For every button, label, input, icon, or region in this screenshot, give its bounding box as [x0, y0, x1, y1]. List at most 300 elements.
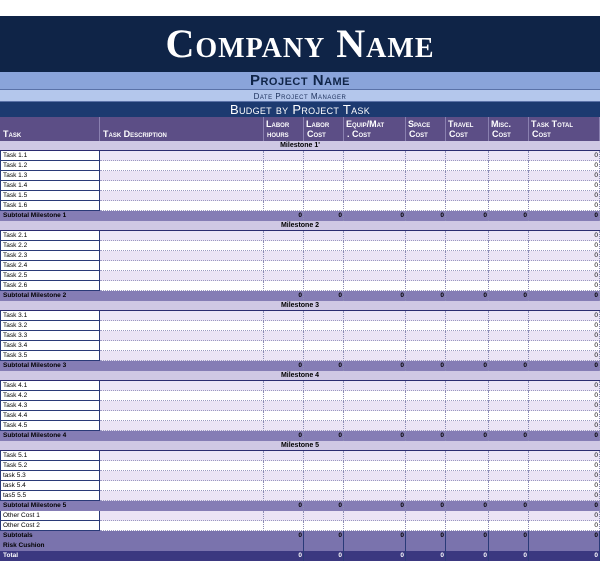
cell-total[interactable]: 0: [529, 421, 600, 431]
cell-equip[interactable]: [344, 351, 406, 361]
cell-labor_cost[interactable]: [304, 311, 344, 321]
cell-total[interactable]: 0: [529, 491, 600, 501]
task-name-cell[interactable]: Task 2.3: [0, 251, 100, 261]
task-description-cell[interactable]: [100, 321, 264, 331]
cell-travel[interactable]: [446, 341, 489, 351]
task-name-cell[interactable]: tas5 5.5: [0, 491, 100, 501]
cell-equip[interactable]: [344, 391, 406, 401]
cell-labor_cost[interactable]: [304, 331, 344, 341]
cell-labor_cost[interactable]: [304, 401, 344, 411]
cell-equip[interactable]: [344, 171, 406, 181]
cell-labor_cost[interactable]: [304, 191, 344, 201]
cell-total[interactable]: 0: [529, 341, 600, 351]
cell-space[interactable]: [406, 231, 446, 241]
cell-labor_hours[interactable]: [264, 171, 304, 181]
task-name-cell[interactable]: Task 1.4: [0, 181, 100, 191]
cell-travel[interactable]: 0: [446, 361, 489, 371]
cell-labor_cost[interactable]: [304, 491, 344, 501]
cell-equip[interactable]: 0: [344, 431, 406, 441]
cell-travel[interactable]: [446, 251, 489, 261]
cell-misc[interactable]: [489, 331, 529, 341]
cell-travel[interactable]: [446, 391, 489, 401]
cell-total[interactable]: [529, 541, 600, 551]
cell-labor_cost[interactable]: [304, 391, 344, 401]
cell-labor_hours[interactable]: [264, 421, 304, 431]
cell-equip[interactable]: [344, 251, 406, 261]
task-name-cell[interactable]: Task 5.2: [0, 461, 100, 471]
cell-space[interactable]: [406, 321, 446, 331]
cell-labor_hours[interactable]: 0: [264, 291, 304, 301]
cell-space[interactable]: [406, 181, 446, 191]
task-description-cell[interactable]: [100, 161, 264, 171]
cell-total[interactable]: 0: [529, 511, 600, 521]
cell-travel[interactable]: [446, 481, 489, 491]
cell-total[interactable]: 0: [529, 331, 600, 341]
cell-space[interactable]: [406, 331, 446, 341]
cell-labor_cost[interactable]: 0: [304, 531, 344, 541]
cell-total[interactable]: 0: [529, 381, 600, 391]
cell-labor_cost[interactable]: [304, 461, 344, 471]
cell-labor_cost[interactable]: [304, 281, 344, 291]
cell-travel[interactable]: [446, 261, 489, 271]
cell-labor_hours[interactable]: [264, 191, 304, 201]
cell-misc[interactable]: [489, 521, 529, 531]
task-name-cell[interactable]: Task 1.5: [0, 191, 100, 201]
cell-travel[interactable]: [446, 411, 489, 421]
cell-labor_cost[interactable]: [304, 381, 344, 391]
cell-equip[interactable]: [344, 491, 406, 501]
cell-total[interactable]: 0: [529, 451, 600, 461]
task-description-cell[interactable]: [100, 151, 264, 161]
cell-total[interactable]: 0: [529, 191, 600, 201]
task-description-cell[interactable]: [100, 411, 264, 421]
cell-labor_hours[interactable]: 0: [264, 361, 304, 371]
cell-travel[interactable]: 0: [446, 531, 489, 541]
cell-equip[interactable]: [344, 161, 406, 171]
task-description-cell[interactable]: [100, 421, 264, 431]
cell-total[interactable]: 0: [529, 291, 600, 301]
task-description-cell[interactable]: [100, 201, 264, 211]
cell-equip[interactable]: [344, 471, 406, 481]
cell-labor_cost[interactable]: [304, 451, 344, 461]
cell-total[interactable]: 0: [529, 551, 600, 561]
task-description-cell[interactable]: [100, 251, 264, 261]
cell-total[interactable]: 0: [529, 261, 600, 271]
cell-travel[interactable]: [446, 191, 489, 201]
cell-space[interactable]: 0: [406, 211, 446, 221]
cell-travel[interactable]: [446, 401, 489, 411]
cell-labor_hours[interactable]: [264, 511, 304, 521]
cell-labor_cost[interactable]: [304, 271, 344, 281]
cell-total[interactable]: 0: [529, 231, 600, 241]
cell-labor_hours[interactable]: [264, 241, 304, 251]
cell-labor_hours[interactable]: [264, 341, 304, 351]
cell-misc[interactable]: [489, 321, 529, 331]
cell-misc[interactable]: [489, 181, 529, 191]
task-name-cell[interactable]: Task 5.1: [0, 451, 100, 461]
cell-total[interactable]: 0: [529, 201, 600, 211]
cell-travel[interactable]: [446, 311, 489, 321]
cell-labor_hours[interactable]: [264, 321, 304, 331]
task-description-cell[interactable]: [100, 451, 264, 461]
cell-equip[interactable]: [344, 401, 406, 411]
cell-equip[interactable]: [344, 411, 406, 421]
cell-misc[interactable]: 0: [489, 361, 529, 371]
cell-space[interactable]: [406, 511, 446, 521]
cell-misc[interactable]: [489, 241, 529, 251]
cell-equip[interactable]: [344, 271, 406, 281]
task-name-cell[interactable]: Task 3.2: [0, 321, 100, 331]
cell-travel[interactable]: [446, 521, 489, 531]
cell-equip[interactable]: [344, 481, 406, 491]
task-description-cell[interactable]: [100, 281, 264, 291]
cell-labor_hours[interactable]: [264, 311, 304, 321]
cell-space[interactable]: [406, 281, 446, 291]
cell-misc[interactable]: [489, 351, 529, 361]
cell-misc[interactable]: [489, 461, 529, 471]
cell-total[interactable]: 0: [529, 431, 600, 441]
cell-equip[interactable]: [344, 311, 406, 321]
cell-space[interactable]: [406, 521, 446, 531]
cell-total[interactable]: 0: [529, 401, 600, 411]
cell-space[interactable]: [406, 151, 446, 161]
cell-space[interactable]: [406, 391, 446, 401]
cell-total[interactable]: 0: [529, 531, 600, 541]
cell-labor_hours[interactable]: [264, 251, 304, 261]
cell-equip[interactable]: [344, 451, 406, 461]
cell-labor_hours[interactable]: [264, 521, 304, 531]
task-name-cell[interactable]: Task 4.2: [0, 391, 100, 401]
task-name-cell[interactable]: Task 1.2: [0, 161, 100, 171]
cell-misc[interactable]: [489, 511, 529, 521]
cell-equip[interactable]: [344, 151, 406, 161]
cell-travel[interactable]: [446, 451, 489, 461]
cell-labor_hours[interactable]: [264, 231, 304, 241]
cell-space[interactable]: [406, 251, 446, 261]
cell-equip[interactable]: [344, 201, 406, 211]
cell-misc[interactable]: 0: [489, 551, 529, 561]
cell-equip[interactable]: [344, 321, 406, 331]
cell-labor_hours[interactable]: 0: [264, 211, 304, 221]
cell-total[interactable]: 0: [529, 481, 600, 491]
task-name-cell[interactable]: Other Cost 2: [0, 521, 100, 531]
task-description-cell[interactable]: [100, 471, 264, 481]
cell-labor_hours[interactable]: [264, 201, 304, 211]
cell-labor_hours[interactable]: [264, 471, 304, 481]
task-name-cell[interactable]: Task 2.1: [0, 231, 100, 241]
cell-labor_cost[interactable]: [304, 341, 344, 351]
cell-travel[interactable]: 0: [446, 431, 489, 441]
task-description-cell[interactable]: [100, 351, 264, 361]
cell-total[interactable]: 0: [529, 471, 600, 481]
task-description-cell[interactable]: [100, 391, 264, 401]
cell-misc[interactable]: 0: [489, 431, 529, 441]
cell-labor_cost[interactable]: [304, 261, 344, 271]
cell-total[interactable]: 0: [529, 271, 600, 281]
cell-equip[interactable]: [344, 541, 406, 551]
cell-equip[interactable]: [344, 241, 406, 251]
task-description-cell[interactable]: [100, 461, 264, 471]
cell-equip[interactable]: [344, 181, 406, 191]
cell-labor_hours[interactable]: [264, 481, 304, 491]
cell-total[interactable]: 0: [529, 321, 600, 331]
cell-misc[interactable]: [489, 191, 529, 201]
cell-space[interactable]: [406, 421, 446, 431]
cell-space[interactable]: [406, 311, 446, 321]
task-name-cell[interactable]: Task 2.5: [0, 271, 100, 281]
cell-misc[interactable]: 0: [489, 211, 529, 221]
cell-equip[interactable]: [344, 231, 406, 241]
task-name-cell[interactable]: Task 2.2: [0, 241, 100, 251]
cell-travel[interactable]: [446, 461, 489, 471]
cell-travel[interactable]: [446, 151, 489, 161]
cell-misc[interactable]: [489, 201, 529, 211]
cell-labor_cost[interactable]: [304, 471, 344, 481]
cell-labor_hours[interactable]: [264, 331, 304, 341]
task-description-cell[interactable]: [100, 521, 264, 531]
cell-labor_hours[interactable]: [264, 261, 304, 271]
cell-travel[interactable]: [446, 491, 489, 501]
cell-space[interactable]: [406, 491, 446, 501]
cell-equip[interactable]: [344, 511, 406, 521]
task-description-cell[interactable]: [100, 181, 264, 191]
cell-labor_hours[interactable]: [264, 491, 304, 501]
cell-misc[interactable]: [489, 161, 529, 171]
cell-space[interactable]: [406, 381, 446, 391]
cell-labor_hours[interactable]: [264, 461, 304, 471]
cell-labor_hours[interactable]: [264, 181, 304, 191]
cell-misc[interactable]: 0: [489, 291, 529, 301]
cell-total[interactable]: 0: [529, 251, 600, 261]
task-description-cell[interactable]: [100, 401, 264, 411]
cell-equip[interactable]: [344, 461, 406, 471]
cell-labor_hours[interactable]: [264, 281, 304, 291]
task-name-cell[interactable]: Task 4.5: [0, 421, 100, 431]
cell-labor_cost[interactable]: [304, 201, 344, 211]
cell-equip[interactable]: [344, 281, 406, 291]
task-description-cell[interactable]: [100, 491, 264, 501]
task-name-cell[interactable]: Other Cost 1: [0, 511, 100, 521]
task-name-cell[interactable]: Task 3.5: [0, 351, 100, 361]
cell-misc[interactable]: [489, 271, 529, 281]
cell-labor_cost[interactable]: 0: [304, 211, 344, 221]
task-description-cell[interactable]: [100, 511, 264, 521]
cell-labor_hours[interactable]: [264, 411, 304, 421]
cell-misc[interactable]: 0: [489, 531, 529, 541]
cell-travel[interactable]: [446, 331, 489, 341]
cell-equip[interactable]: 0: [344, 211, 406, 221]
cell-space[interactable]: [406, 411, 446, 421]
task-description-cell[interactable]: [100, 271, 264, 281]
cell-equip[interactable]: [344, 191, 406, 201]
cell-travel[interactable]: [446, 171, 489, 181]
cell-misc[interactable]: [489, 451, 529, 461]
cell-labor_hours[interactable]: [264, 351, 304, 361]
cell-equip[interactable]: 0: [344, 361, 406, 371]
cell-total[interactable]: 0: [529, 281, 600, 291]
cell-total[interactable]: 0: [529, 521, 600, 531]
task-description-cell[interactable]: [100, 261, 264, 271]
cell-misc[interactable]: [489, 251, 529, 261]
cell-labor_hours[interactable]: [264, 161, 304, 171]
cell-total[interactable]: 0: [529, 241, 600, 251]
cell-space[interactable]: [406, 461, 446, 471]
task-description-cell[interactable]: [100, 341, 264, 351]
task-description-cell[interactable]: [100, 241, 264, 251]
cell-misc[interactable]: [489, 541, 529, 551]
cell-travel[interactable]: [446, 271, 489, 281]
cell-labor_cost[interactable]: 0: [304, 501, 344, 511]
cell-space[interactable]: 0: [406, 551, 446, 561]
task-name-cell[interactable]: Task 4.1: [0, 381, 100, 391]
task-name-cell[interactable]: Task 3.3: [0, 331, 100, 341]
cell-travel[interactable]: [446, 351, 489, 361]
cell-travel[interactable]: [446, 381, 489, 391]
cell-space[interactable]: [406, 351, 446, 361]
cell-space[interactable]: [406, 471, 446, 481]
cell-labor_cost[interactable]: [304, 541, 344, 551]
task-name-cell[interactable]: Task 4.3: [0, 401, 100, 411]
cell-equip[interactable]: 0: [344, 501, 406, 511]
cell-labor_cost[interactable]: [304, 521, 344, 531]
task-description-cell[interactable]: [100, 481, 264, 491]
cell-travel[interactable]: [446, 281, 489, 291]
cell-labor_cost[interactable]: [304, 321, 344, 331]
task-name-cell[interactable]: Task 3.1: [0, 311, 100, 321]
cell-equip[interactable]: [344, 521, 406, 531]
cell-travel[interactable]: [446, 201, 489, 211]
cell-space[interactable]: 0: [406, 531, 446, 541]
cell-misc[interactable]: [489, 401, 529, 411]
cell-labor_cost[interactable]: 0: [304, 291, 344, 301]
cell-travel[interactable]: 0: [446, 211, 489, 221]
cell-labor_cost[interactable]: 0: [304, 361, 344, 371]
task-name-cell[interactable]: Task 1.3: [0, 171, 100, 181]
cell-space[interactable]: [406, 541, 446, 551]
task-description-cell[interactable]: [100, 231, 264, 241]
task-description-cell[interactable]: [100, 171, 264, 181]
task-name-cell[interactable]: Task 1.6: [0, 201, 100, 211]
cell-labor_hours[interactable]: [264, 541, 304, 551]
cell-equip[interactable]: 0: [344, 291, 406, 301]
cell-total[interactable]: 0: [529, 411, 600, 421]
cell-misc[interactable]: [489, 391, 529, 401]
cell-labor_cost[interactable]: 0: [304, 551, 344, 561]
cell-space[interactable]: [406, 161, 446, 171]
cell-total[interactable]: 0: [529, 311, 600, 321]
cell-travel[interactable]: 0: [446, 501, 489, 511]
cell-misc[interactable]: [489, 311, 529, 321]
cell-total[interactable]: 0: [529, 501, 600, 511]
cell-labor_cost[interactable]: [304, 161, 344, 171]
cell-misc[interactable]: [489, 151, 529, 161]
cell-labor_cost[interactable]: [304, 151, 344, 161]
cell-total[interactable]: 0: [529, 361, 600, 371]
cell-labor_cost[interactable]: [304, 181, 344, 191]
cell-misc[interactable]: [489, 341, 529, 351]
cell-travel[interactable]: [446, 471, 489, 481]
cell-misc[interactable]: [489, 481, 529, 491]
task-name-cell[interactable]: Task 3.4: [0, 341, 100, 351]
cell-labor_cost[interactable]: [304, 351, 344, 361]
cell-labor_hours[interactable]: 0: [264, 551, 304, 561]
cell-misc[interactable]: [489, 421, 529, 431]
cell-labor_cost[interactable]: [304, 411, 344, 421]
task-name-cell[interactable]: task 5.4: [0, 481, 100, 491]
task-name-cell[interactable]: Task 1.1: [0, 151, 100, 161]
cell-misc[interactable]: [489, 231, 529, 241]
cell-labor_cost[interactable]: [304, 231, 344, 241]
cell-labor_hours[interactable]: 0: [264, 531, 304, 541]
cell-total[interactable]: 0: [529, 161, 600, 171]
cell-travel[interactable]: 0: [446, 291, 489, 301]
cell-labor_hours[interactable]: [264, 271, 304, 281]
cell-misc[interactable]: [489, 171, 529, 181]
cell-equip[interactable]: [344, 381, 406, 391]
task-name-cell[interactable]: Task 2.4: [0, 261, 100, 271]
cell-travel[interactable]: [446, 161, 489, 171]
cell-travel[interactable]: 0: [446, 551, 489, 561]
cell-equip[interactable]: [344, 341, 406, 351]
cell-space[interactable]: [406, 201, 446, 211]
cell-space[interactable]: 0: [406, 431, 446, 441]
cell-equip[interactable]: 0: [344, 531, 406, 541]
cell-travel[interactable]: [446, 511, 489, 521]
cell-labor_hours[interactable]: [264, 381, 304, 391]
cell-total[interactable]: 0: [529, 211, 600, 221]
cell-space[interactable]: [406, 481, 446, 491]
cell-misc[interactable]: [489, 491, 529, 501]
cell-space[interactable]: [406, 171, 446, 181]
cell-labor_cost[interactable]: [304, 171, 344, 181]
cell-space[interactable]: [406, 241, 446, 251]
cell-misc[interactable]: [489, 471, 529, 481]
cell-space[interactable]: [406, 451, 446, 461]
cell-travel[interactable]: [446, 241, 489, 251]
cell-space[interactable]: 0: [406, 361, 446, 371]
cell-space[interactable]: [406, 271, 446, 281]
task-description-cell[interactable]: [100, 331, 264, 341]
cell-total[interactable]: 0: [529, 151, 600, 161]
cell-total[interactable]: 0: [529, 351, 600, 361]
cell-equip[interactable]: 0: [344, 551, 406, 561]
task-description-cell[interactable]: [100, 191, 264, 201]
task-name-cell[interactable]: Task 4.4: [0, 411, 100, 421]
cell-misc[interactable]: [489, 411, 529, 421]
cell-labor_hours[interactable]: [264, 391, 304, 401]
cell-misc[interactable]: [489, 381, 529, 391]
cell-labor_hours[interactable]: 0: [264, 501, 304, 511]
cell-space[interactable]: 0: [406, 291, 446, 301]
cell-labor_hours[interactable]: [264, 451, 304, 461]
cell-misc[interactable]: [489, 261, 529, 271]
cell-labor_hours[interactable]: 0: [264, 431, 304, 441]
cell-labor_cost[interactable]: [304, 511, 344, 521]
cell-travel[interactable]: [446, 231, 489, 241]
task-name-cell[interactable]: task 5.3: [0, 471, 100, 481]
cell-space[interactable]: [406, 191, 446, 201]
cell-space[interactable]: 0: [406, 501, 446, 511]
cell-labor_cost[interactable]: 0: [304, 431, 344, 441]
cell-labor_cost[interactable]: [304, 251, 344, 261]
cell-travel[interactable]: [446, 321, 489, 331]
cell-labor_cost[interactable]: [304, 241, 344, 251]
cell-labor_cost[interactable]: [304, 481, 344, 491]
cell-total[interactable]: 0: [529, 181, 600, 191]
task-name-cell[interactable]: Task 2.6: [0, 281, 100, 291]
cell-travel[interactable]: [446, 541, 489, 551]
task-description-cell[interactable]: [100, 381, 264, 391]
